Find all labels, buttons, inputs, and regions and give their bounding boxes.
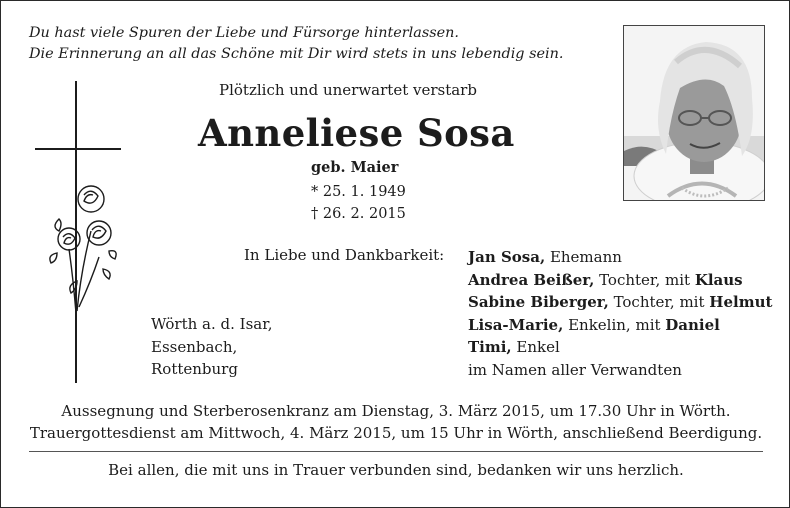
mourner-relation: Tochter, mit [608, 293, 710, 311]
mourner-line [468, 314, 772, 337]
service-line-2: Trauergottesdienst am Mittwoch, 4. März 2015, um 15 Uhr in Wörth, anschließend Beerdigung. [29, 424, 763, 442]
mourner-line [468, 336, 772, 359]
mourner-partner: Helmut [709, 293, 773, 311]
mourner-line [468, 246, 772, 269]
places-list [151, 313, 273, 381]
motto-line-1: Du hast viele Spuren der Liebe und Fürsorge hinterlassen. [29, 25, 459, 41]
mourner-relation: Tochter, mit [594, 270, 695, 289]
cross-with-roses-icon [29, 81, 129, 383]
death-date: † 26. 2. 2015 [311, 206, 406, 222]
portrait-photo [623, 25, 765, 201]
mourner-line [468, 291, 772, 314]
place: Wörth a. d. Isar, [151, 315, 273, 333]
mourner-relation: Enkel [511, 338, 560, 356]
motto [29, 23, 563, 65]
service-details [1, 400, 790, 444]
birth-date: * 25. 1. 1949 [311, 184, 406, 200]
mourner-name: Lisa-Marie, [468, 315, 564, 334]
mourner-relation: Enkelin, mit [563, 315, 666, 334]
deceased-name: Anneliese Sosa [198, 111, 515, 155]
mourner-line [468, 269, 772, 292]
motto-line-2: Die Erinnerung an all das Schöne mit Dir wird stets in uns lebendig sein. [29, 46, 564, 62]
mourner-name: Andrea Beißer, [468, 270, 595, 289]
place: Rottenburg [151, 360, 238, 378]
mourner-partner: Klaus [694, 270, 743, 289]
relatives-note: im Namen aller Verwandten [468, 360, 682, 379]
mourner-name: Sabine Biberger, [468, 293, 609, 311]
birth-name: geb. Maier [311, 159, 399, 176]
thanks-label: In Liebe und Dankbarkeit: [244, 246, 445, 264]
mourner-relation: Ehemann [545, 248, 622, 266]
divider [29, 451, 763, 452]
mourner-name: Jan Sosa, [468, 248, 546, 266]
service-line-1: Aussegnung und Sterberosenkranz am Dienstag, 3. März 2015, um 17.30 Uhr in Wörth. [61, 402, 731, 420]
mourners-list [468, 246, 772, 381]
closing-thanks: Bei allen, die mit uns in Trauer verbunden sind, bedanken wir uns herzlich. [108, 461, 684, 479]
mourner-partner: Daniel [665, 315, 720, 334]
mourner-name: Timi, [468, 338, 512, 356]
mourner-line [468, 359, 772, 382]
intro-text: Plötzlich und unerwartet verstarb [219, 81, 477, 99]
place: Essenbach, [151, 337, 238, 356]
